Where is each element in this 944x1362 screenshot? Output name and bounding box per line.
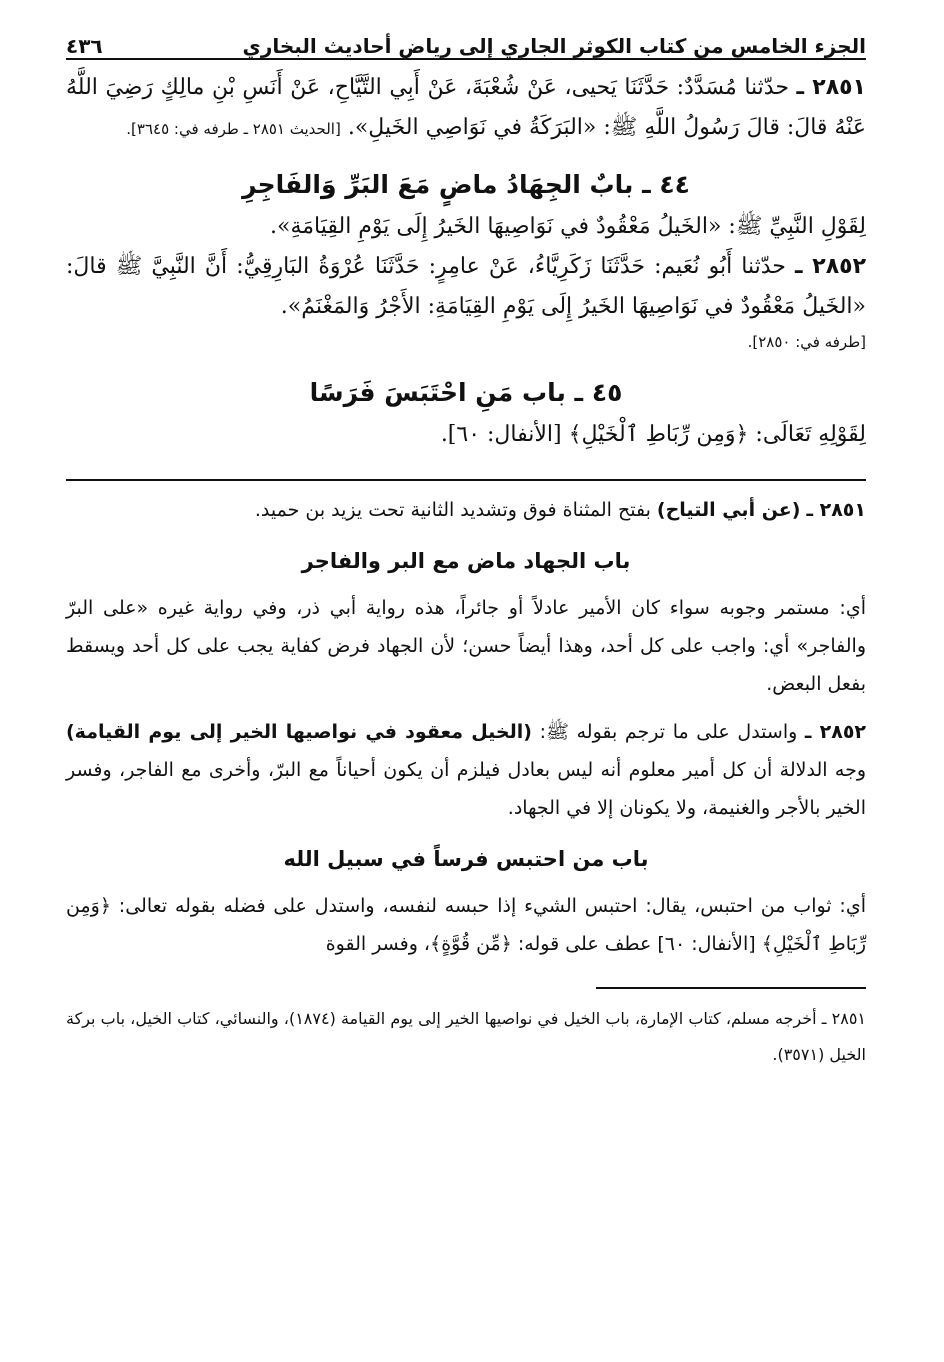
commentary-pre: واستدل على ما ترجم بقوله ﷺ:	[539, 721, 798, 743]
footnote-2851: ٢٨٥١ ـ أخرجه مسلم، كتاب الإمارة، باب الخيل في نواصيها الخير إلى يوم القيامة (١٨٧٤)، والنسائي، كتاب الخيل، باب بركة الخيل (٣٥٧١).	[66, 1009, 866, 1064]
commentary-number: ٢٨٥٢ ـ	[804, 721, 867, 743]
chapter-intro-44: لِقَوْلِ النَّبِيِّ ﷺ: «الخَيلُ مَعْقُودٌ في نَوَاصِيهَا الخَيرُ إِلَى يَوْمِ القِيَامَةِ».	[270, 214, 866, 239]
hadith-number: ٢٨٥١ ـ	[796, 75, 866, 100]
hadith-ref: [الحديث ٢٨٥١ ـ طرفه في: ٣٦٤٥].	[126, 120, 341, 138]
hadith-ref: [طرفه في: ٢٨٥٠].	[747, 333, 866, 351]
section-divider	[66, 479, 866, 481]
hadith-text: حدّثنا مُسَدَّدٌ: حَدَّثَنَا يَحيى، عَنْ شُعْبَةَ، عَنْ أَبِي التَّيَّاحِ، عَنْ أَنَسِ بْنِ مالِكٍ رَضِيَ اللَّهُ عَنْهُ قالَ: قالَ رَسُولُ اللَّهِ ﷺ: «البَرَكَةُ في نَوَاصِي الخَيلِ».	[66, 75, 866, 140]
main-text	[66, 68, 866, 455]
running-header	[66, 22, 866, 60]
commentary-paragraph-1: أي: مستمر وجوبه سواء كان الأمير عادلاً أو جائراً، هذه رواية أبي ذر، وفي رواية غيره «على البرّ والفاجر» أي: واجب على كل أحد، وهذا أيضاً حسن؛ لأن الجهاد فرض كفاية يجب على كل أحد ويسقط بفعل البعض.	[66, 597, 866, 695]
commentary-subheading-1: باب الجهاد ماض مع البر والفاجر	[301, 549, 631, 573]
chapter-heading-44: ٤٤ ـ بابٌ الجِهَادُ ماضٍ مَعَ البَرِّ وَالفَاجِرِ	[242, 170, 690, 199]
hadith-text: حدّثنا أَبُو نُعَيم: حَدَّثَنَا زَكَرِيَّاءُ، عَنْ عامِرٍ: حَدَّثَنَا عُرْوَةُ البَارِقِيُّ: أَنَّ النَّبِيَّ ﷺ قالَ: «الخَيلُ مَعْقُودٌ في نَوَاصِيهَا الخَيرُ إِلَى يَوْمِ القِيَامَةِ: الأَجْرُ وَالمَغْنَمُ».	[66, 254, 866, 319]
chapter-intro-45: لِقَوْلِهِ تَعَالَى: ﴿وَمِن رِّبَاطِ ٱلْخَيْلِ﴾ [الأنفال: ٦٠].	[440, 422, 866, 447]
commentary-lemma: (الخيل معقود في نواصيها الخير إلى يوم القيامة)	[66, 721, 532, 743]
footnote-divider	[596, 987, 866, 989]
book-page	[66, 22, 866, 1073]
commentary-paragraph-3: أي: ثواب من احتبس، يقال: احتبس الشيء إذا حبسه لنفسه، واستدل على فضله بقوله تعالى: ﴿وَمِن رِّبَاطِ ٱلْخَيْلِ﴾ [الأنفال: ٦٠] عطف على قوله: ﴿مِّن قُوَّةٍ﴾، وفسر القوة	[66, 895, 866, 955]
chapter-heading-45: ٤٥ ـ باب مَنِ احْتَبَسَ فَرَسًا	[309, 378, 623, 407]
commentary-2851	[66, 491, 866, 529]
page-number: ٤٣٦	[66, 34, 103, 58]
running-title: الجزء الخامس من كتاب الكوثر الجاري إلى رياض أحاديث البخاري	[242, 34, 866, 58]
hadith-2851	[66, 68, 866, 149]
commentary-lemma: (عن أبي التياح)	[656, 499, 801, 521]
hadith-2852	[66, 247, 866, 327]
commentary-2852	[66, 713, 866, 827]
commentary-text: بفتح المثناة فوق وتشديد الثانية تحت يزيد بن حميد.	[254, 499, 651, 521]
commentary-text: وجه الدلالة أن كل أمير معلوم أنه ليس بعادل فيلزم أن يكون أحياناً مع البرّ، وأخرى مع الفاجر، وفسر الخير بالأجر والغنيمة، ولا يكونان إلا في الجهاد.	[66, 759, 866, 819]
hadith-number: ٢٨٥٢ ـ	[795, 254, 866, 279]
commentary	[66, 491, 866, 963]
footnotes	[66, 1001, 866, 1073]
commentary-subheading-2: باب من احتبس فرساً في سبيل الله	[283, 847, 649, 871]
commentary-number: ٢٨٥١ ـ	[806, 499, 866, 521]
